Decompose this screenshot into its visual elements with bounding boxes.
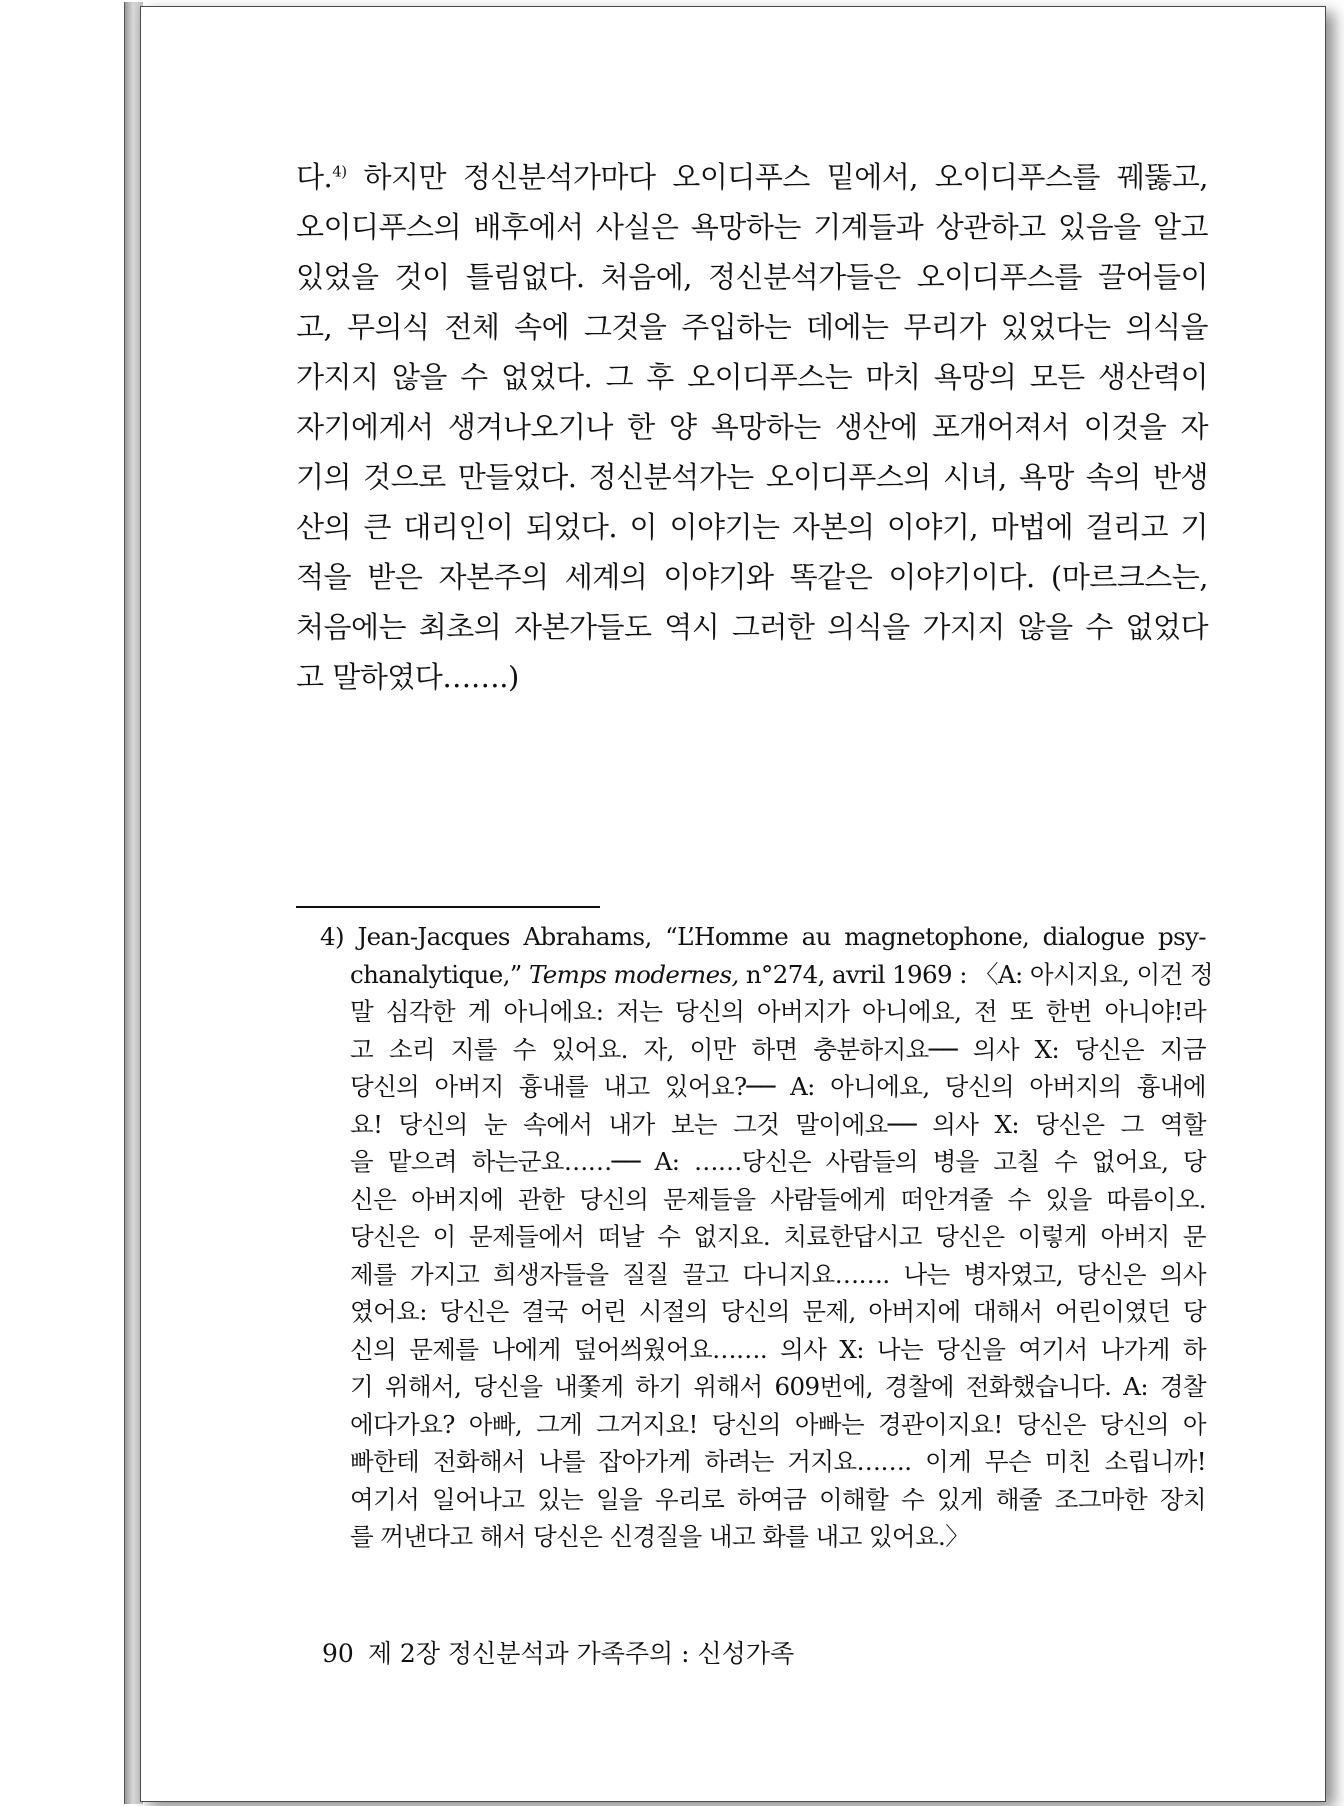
page-footer bbox=[322, 1634, 794, 1670]
body-line: 가지지 않을 수 없었다. 그 후 오이디푸스는 마치 욕망의 모든 생산력이 bbox=[296, 360, 1208, 394]
footnote-line: 기 위해서, 당신을 내쫓게 하기 위해서 609번에, 경찰에 전화했습니다. A: 경찰 bbox=[350, 1372, 1206, 1401]
footnote-line: 신은 아버지에 관한 당신의 문제들을 사람들에게 떠안겨줄 수 있을 따름이오. bbox=[350, 1184, 1206, 1214]
footnote-line: 제를 가지고 희생자들을 질질 끌고 다니지요……. 나는 병자였고, 당신은 의사 bbox=[350, 1259, 1206, 1289]
footnote-quote-start: n°274, avril 1969 : 〈A: 아시지요, 이건 정 bbox=[745, 959, 1213, 989]
body-line: 처음에는 최초의 자본가들도 역시 그러한 의식을 가지지 않을 수 없었다 bbox=[296, 610, 1208, 644]
footnote-line: 빠한테 전화해서 나를 잡아가게 하려는 거지요……. 이게 무슨 미친 소립니까! bbox=[350, 1447, 1206, 1476]
footnote-line bbox=[320, 956, 1213, 994]
body-line: 고, 무의식 전체 속에 그것을 주입하는 데에는 무리가 있었다는 의식을 bbox=[296, 310, 1208, 344]
footnote-separator-rule bbox=[296, 906, 600, 908]
footnote-line: 요! 당신의 눈 속에서 내가 보는 그것 말이에요── 의사 X: 당신은 그 역할 bbox=[350, 1109, 1206, 1139]
footnote-line: 고 소리 지를 수 있어요. 자, 이만 하면 충분하지요── 의사 X: 당신은 지금 bbox=[350, 1034, 1206, 1064]
journal-title: Temps modernes, bbox=[528, 959, 739, 989]
footnote-line: 를 꺼낸다고 해서 당신은 신경질을 내고 화를 내고 있어요.〉 bbox=[350, 1522, 970, 1551]
footnote-reference: 4) bbox=[332, 162, 347, 181]
body-line-text: 하지만 정신분석가마다 오이디푸스 밑에서, 오이디푸스를 꿰뚫고, bbox=[363, 160, 1208, 194]
body-line: 적을 받은 자본주의 세계의 이야기와 똑같은 이야기이다. (마르크스는, bbox=[296, 560, 1208, 594]
page-number: 90 bbox=[322, 1639, 354, 1668]
footnote-line: 말 심각한 게 아니에요: 저는 당신의 아버지가 아니에요, 전 또 한번 아니야!라 bbox=[350, 997, 1206, 1026]
body-line: 산의 큰 대리인이 되었다. 이 이야기는 자본의 이야기, 마법에 걸리고 기 bbox=[296, 510, 1208, 544]
footnote-block bbox=[320, 918, 1213, 1556]
body-line: 기의 것으로 만들었다. 정신분석가는 오이디푸스의 시녀, 욕망 속의 반생 bbox=[296, 460, 1208, 494]
running-title: 제 2장 정신분석과 가족주의 : 신성가족 bbox=[367, 1639, 795, 1668]
body-line: 자기에게서 생겨나오기나 한 양 욕망하는 생산에 포개어져서 이것을 자 bbox=[296, 410, 1208, 444]
footnote-line: 을 맡으려 하는군요……── A: ……당신은 사람들의 병을 고칠 수 없어요, 당 bbox=[350, 1147, 1206, 1176]
footnote-line: 에다가요? 아빠, 그게 그거지요! 당신의 아빠는 경관이지요! 당신은 당신의 아 bbox=[350, 1409, 1206, 1439]
footnote-line: 여기서 일어나고 있는 일을 우리로 하여금 이해할 수 있게 해줄 조그마한 장치 bbox=[350, 1484, 1206, 1514]
body-first-word: 다. bbox=[296, 160, 333, 194]
footnote-line: 당신의 아버지 흉내를 내고 있어요?── A: 아니에요, 당신의 아버지의 흉내에 bbox=[350, 1072, 1206, 1101]
footnote-number: 4) bbox=[320, 922, 344, 951]
body-line bbox=[296, 152, 1208, 202]
body-line: 고 말하였다…….) bbox=[296, 660, 519, 694]
footnote-line bbox=[320, 918, 1206, 956]
footnote-citation-cont: chanalytique,” bbox=[350, 959, 522, 989]
footnote-citation: Jean-Jacques Abrahams, “L’Homme au magnetophone, dialogue psy- bbox=[357, 922, 1206, 951]
footnote-line: 당신은 이 문제들에서 떠날 수 없지요. 치료한답시고 당신은 이렇게 아버지 문 bbox=[350, 1222, 1206, 1251]
main-body-text bbox=[296, 152, 1208, 702]
body-line: 오이디푸스의 배후에서 사실은 욕망하는 기계들과 상관하고 있음을 알고 bbox=[296, 210, 1208, 244]
footnote-line: 신의 문제를 나에게 덮어씌웠어요……. 의사 X: 나는 당신을 여기서 나가게 하 bbox=[350, 1334, 1206, 1364]
footnote-line: 였어요: 당신은 결국 어린 시절의 당신의 문제, 아버지에 대해서 어린이였던 당 bbox=[350, 1297, 1206, 1326]
body-line: 있었을 것이 틀림없다. 처음에, 정신분석가들은 오이디푸스를 끌어들이 bbox=[296, 260, 1208, 294]
